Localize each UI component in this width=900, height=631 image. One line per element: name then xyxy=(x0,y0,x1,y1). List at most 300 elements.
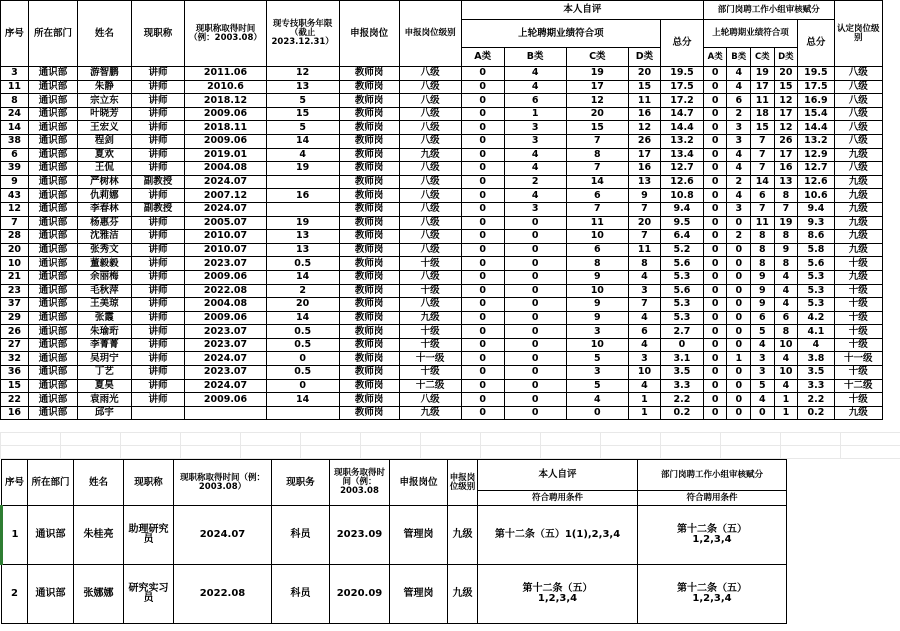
cell-self-a[interactable]: 0 xyxy=(461,393,504,407)
cell-dept-a[interactable]: 0 xyxy=(703,162,727,176)
cell-self-a[interactable]: 0 xyxy=(461,148,504,162)
cell-name[interactable]: 宗立东 xyxy=(78,94,132,108)
cell-final-level[interactable]: 八级 xyxy=(834,121,882,135)
cell-name[interactable]: 张娜娜 xyxy=(74,565,124,624)
cell-self-b[interactable]: 0 xyxy=(504,393,566,407)
cell-title-date[interactable]: 2010.6 xyxy=(185,80,266,94)
cell-dept[interactable]: 通识部 xyxy=(28,121,77,135)
cell-title-date[interactable]: 2011.06 xyxy=(185,67,266,81)
cell-dept-total[interactable]: 3.8 xyxy=(798,352,834,366)
cell-self-total[interactable]: 3.5 xyxy=(661,366,704,380)
cell-years[interactable]: 5 xyxy=(266,94,339,108)
cell-dept-c[interactable]: 19 xyxy=(751,67,775,81)
cell-self-b[interactable]: 0 xyxy=(504,298,566,312)
cell-self-a[interactable]: 0 xyxy=(461,366,504,380)
cell-self-total[interactable]: 9.5 xyxy=(661,216,704,230)
cell-seq[interactable]: 3 xyxy=(1,67,29,81)
cell-self-a[interactable]: 0 xyxy=(461,284,504,298)
cell-self-b[interactable]: 3 xyxy=(504,121,566,135)
cell-dept-d[interactable]: 4 xyxy=(774,284,798,298)
cell-dept-b[interactable]: 0 xyxy=(727,243,751,257)
cell-dept[interactable]: 通识部 xyxy=(28,284,77,298)
cell-name[interactable]: 叶晓芳 xyxy=(78,107,132,121)
cell-dept-c[interactable]: 4 xyxy=(751,338,775,352)
cell-name[interactable]: 丁艺 xyxy=(78,366,132,380)
cell-self-a[interactable]: 0 xyxy=(461,175,504,189)
cell-years[interactable]: 14 xyxy=(266,311,339,325)
cell-years[interactable] xyxy=(266,202,339,216)
cell-self-c[interactable]: 14 xyxy=(566,175,628,189)
cell-title-date[interactable]: 2022.08 xyxy=(185,284,266,298)
cell-dept-b[interactable]: 2 xyxy=(727,175,751,189)
cell-title[interactable] xyxy=(131,406,185,420)
cell-title-date[interactable]: 2018.11 xyxy=(185,121,266,135)
cell-level[interactable]: 八级 xyxy=(399,67,461,81)
cell-dept-a[interactable]: 0 xyxy=(703,325,727,339)
cell-level[interactable]: 八级 xyxy=(399,202,461,216)
cell-self-c[interactable]: 4 xyxy=(566,393,628,407)
cell-dept-b[interactable]: 4 xyxy=(727,162,751,176)
cell-seq[interactable]: 39 xyxy=(1,162,29,176)
cell-dept-a[interactable]: 0 xyxy=(703,311,727,325)
cell-seq[interactable]: 38 xyxy=(1,134,29,148)
cell-title[interactable]: 讲师 xyxy=(131,162,185,176)
cell-seq[interactable]: 7 xyxy=(1,216,29,230)
cell-self-c[interactable]: 6 xyxy=(566,243,628,257)
cell-dept[interactable]: 通识部 xyxy=(28,134,77,148)
cell-level[interactable]: 十级 xyxy=(399,257,461,271)
cell-years[interactable]: 14 xyxy=(266,270,339,284)
cell-self-b[interactable]: 4 xyxy=(504,80,566,94)
cell-self-d[interactable]: 17 xyxy=(628,148,660,162)
cell-seq[interactable]: 27 xyxy=(1,338,29,352)
cell-final-level[interactable]: 十级 xyxy=(834,393,882,407)
cell-dept-total[interactable]: 5.8 xyxy=(798,243,834,257)
cell-self-d[interactable]: 1 xyxy=(628,393,660,407)
cell-dept-d[interactable]: 12 xyxy=(774,94,798,108)
cell-dept-d[interactable]: 8 xyxy=(774,230,798,244)
cell-level[interactable]: 八级 xyxy=(399,134,461,148)
cell-dept-total[interactable]: 9.3 xyxy=(798,216,834,230)
cell-self-total[interactable]: 0.2 xyxy=(661,406,704,420)
cell-self-a[interactable]: 0 xyxy=(461,270,504,284)
cell-dept-a[interactable]: 0 xyxy=(703,379,727,393)
cell-dept-total[interactable]: 14.4 xyxy=(798,121,834,135)
cell-post[interactable]: 教师岗 xyxy=(339,216,399,230)
cell-dept[interactable]: 通识部 xyxy=(28,366,77,380)
cell-self-c[interactable]: 7 xyxy=(566,162,628,176)
cell-level[interactable]: 八级 xyxy=(399,107,461,121)
cell-self-total[interactable]: 12.6 xyxy=(661,175,704,189)
cell-self-total[interactable]: 5.3 xyxy=(661,270,704,284)
cell-dept-d[interactable]: 20 xyxy=(774,67,798,81)
cell-seq[interactable]: 15 xyxy=(1,379,29,393)
cell-final-level[interactable]: 十级 xyxy=(834,257,882,271)
cell-self-d[interactable]: 7 xyxy=(628,230,660,244)
cell-level[interactable]: 十级 xyxy=(399,338,461,352)
cell-title[interactable]: 讲师 xyxy=(131,94,185,108)
cell-dept-total[interactable]: 5.6 xyxy=(798,257,834,271)
cell-dept-c[interactable]: 7 xyxy=(751,202,775,216)
cell-post[interactable]: 管理岗 xyxy=(390,565,448,624)
cell-dept-c[interactable]: 6 xyxy=(751,189,775,203)
cell-title-date[interactable]: 2009.06 xyxy=(185,393,266,407)
cell-dept[interactable]: 通识部 xyxy=(28,506,74,565)
cell-dept-b[interactable]: 0 xyxy=(727,325,751,339)
cell-years[interactable]: 13 xyxy=(266,243,339,257)
cell-self-c[interactable]: 8 xyxy=(566,148,628,162)
cell-self-c[interactable]: 11 xyxy=(566,216,628,230)
cell-self-total[interactable]: 12.7 xyxy=(661,162,704,176)
cell-title[interactable]: 讲师 xyxy=(131,379,185,393)
cell-self-c[interactable]: 10 xyxy=(566,284,628,298)
cell-self-c[interactable]: 0 xyxy=(566,406,628,420)
cell-dept-b[interactable]: 1 xyxy=(727,352,751,366)
cell-post[interactable]: 教师岗 xyxy=(339,338,399,352)
cell-self-d[interactable]: 11 xyxy=(628,94,660,108)
cell-self-total[interactable]: 3.3 xyxy=(661,379,704,393)
cell-self-c[interactable]: 5 xyxy=(566,379,628,393)
cell-years[interactable]: 20 xyxy=(266,298,339,312)
cell-self-b[interactable]: 0 xyxy=(504,230,566,244)
cell-dept-total[interactable]: 4.1 xyxy=(798,325,834,339)
cell-dept-b[interactable]: 2 xyxy=(727,107,751,121)
cell-post[interactable]: 教师岗 xyxy=(339,270,399,284)
cell-post-now[interactable]: 科员 xyxy=(272,506,330,565)
cell-final-level[interactable]: 八级 xyxy=(834,107,882,121)
cell-dept-total[interactable]: 0.2 xyxy=(798,406,834,420)
cell-self-total[interactable]: 17.2 xyxy=(661,94,704,108)
cell-self-c[interactable]: 7 xyxy=(566,202,628,216)
cell-self-b[interactable]: 4 xyxy=(504,148,566,162)
cell-title[interactable]: 助理研究员 xyxy=(124,506,174,565)
cell-self-a[interactable]: 0 xyxy=(461,325,504,339)
cell-dept-c[interactable]: 3 xyxy=(751,366,775,380)
cell-dept-b[interactable]: 4 xyxy=(727,67,751,81)
cell-level[interactable]: 八级 xyxy=(399,80,461,94)
cell-dept-total[interactable]: 8.6 xyxy=(798,230,834,244)
cell-self-c[interactable]: 20 xyxy=(566,107,628,121)
cell-self-b[interactable]: 0 xyxy=(504,338,566,352)
cell-final-level[interactable]: 八级 xyxy=(834,80,882,94)
cell-years[interactable]: 14 xyxy=(266,393,339,407)
cell-dept-d[interactable]: 16 xyxy=(774,162,798,176)
cell-dept-b[interactable]: 0 xyxy=(727,311,751,325)
cell-self-d[interactable]: 7 xyxy=(628,298,660,312)
cell-years[interactable] xyxy=(266,406,339,420)
cell-dept[interactable]: 通识部 xyxy=(28,189,77,203)
cell-self-a[interactable]: 0 xyxy=(461,189,504,203)
cell-dept-c[interactable]: 9 xyxy=(751,270,775,284)
cell-dept-d[interactable]: 4 xyxy=(774,352,798,366)
cell-post[interactable]: 教师岗 xyxy=(339,80,399,94)
cell-self-a[interactable]: 0 xyxy=(461,80,504,94)
cell-dept-a[interactable]: 0 xyxy=(703,94,727,108)
cell-post-date[interactable]: 2023.09 xyxy=(330,506,390,565)
cell-self-d[interactable]: 20 xyxy=(628,67,660,81)
cell-dept-c[interactable]: 8 xyxy=(751,243,775,257)
cell-seq[interactable]: 8 xyxy=(1,94,29,108)
cell-self-c[interactable]: 9 xyxy=(566,311,628,325)
cell-dept-total[interactable]: 15.4 xyxy=(798,107,834,121)
cell-self-d[interactable]: 7 xyxy=(628,202,660,216)
cell-self-a[interactable]: 0 xyxy=(461,67,504,81)
cell-self-d[interactable]: 11 xyxy=(628,243,660,257)
cell-dept-d[interactable]: 8 xyxy=(774,325,798,339)
cell-dept-c[interactable]: 18 xyxy=(751,107,775,121)
cell-self-d[interactable]: 13 xyxy=(628,175,660,189)
cell-title[interactable]: 讲师 xyxy=(131,298,185,312)
cell-title-date[interactable]: 2010.07 xyxy=(185,230,266,244)
cell-self-b[interactable]: 0 xyxy=(504,366,566,380)
cell-dept-c[interactable]: 9 xyxy=(751,284,775,298)
cell-title-date[interactable]: 2024.07 xyxy=(185,352,266,366)
cell-dept-total[interactable]: 3.5 xyxy=(798,366,834,380)
cell-dept-c[interactable]: 9 xyxy=(751,298,775,312)
cell-title[interactable]: 讲师 xyxy=(131,270,185,284)
cell-self-total[interactable]: 5.3 xyxy=(661,311,704,325)
cell-dept-c[interactable]: 5 xyxy=(751,325,775,339)
cell-title-date[interactable]: 2004.08 xyxy=(185,298,266,312)
cell-self-b[interactable]: 0 xyxy=(504,216,566,230)
cell-dept-a[interactable]: 0 xyxy=(703,393,727,407)
cell-level[interactable]: 十一级 xyxy=(399,352,461,366)
cell-dept[interactable]: 通识部 xyxy=(28,148,77,162)
cell-dept-b[interactable]: 6 xyxy=(727,94,751,108)
cell-dept-a[interactable]: 0 xyxy=(703,107,727,121)
cell-years[interactable]: 19 xyxy=(266,162,339,176)
cell-dept-d[interactable]: 4 xyxy=(774,270,798,284)
cell-final-level[interactable]: 十级 xyxy=(834,298,882,312)
cell-name[interactable]: 王侃 xyxy=(78,162,132,176)
cell-dept-d[interactable]: 8 xyxy=(774,257,798,271)
cell-self-a[interactable]: 0 xyxy=(461,243,504,257)
cell-years[interactable]: 0 xyxy=(266,379,339,393)
cell-dept[interactable]: 通识部 xyxy=(28,325,77,339)
cell-name[interactable]: 张秀文 xyxy=(78,243,132,257)
cell-self-total[interactable]: 2.2 xyxy=(661,393,704,407)
cell-dept-c[interactable]: 11 xyxy=(751,216,775,230)
cell-post[interactable]: 教师岗 xyxy=(339,175,399,189)
cell-seq[interactable]: 14 xyxy=(1,121,29,135)
cell-dept[interactable]: 通识部 xyxy=(28,216,77,230)
cell-dept-d[interactable]: 4 xyxy=(774,379,798,393)
cell-dept[interactable]: 通识部 xyxy=(28,107,77,121)
cell-title-date[interactable]: 2022.08 xyxy=(174,565,272,624)
cell-final-level[interactable]: 九级 xyxy=(834,148,882,162)
cell-final-level[interactable]: 八级 xyxy=(834,134,882,148)
cell-seq[interactable]: 12 xyxy=(1,202,29,216)
cell-title[interactable]: 讲师 xyxy=(131,216,185,230)
cell-dept-total[interactable]: 2.2 xyxy=(798,393,834,407)
cell-title[interactable]: 讲师 xyxy=(131,325,185,339)
cell-dept-total[interactable]: 12.7 xyxy=(798,162,834,176)
cell-title-date[interactable]: 2004.08 xyxy=(185,162,266,176)
cell-cond-self[interactable] xyxy=(478,506,638,565)
cell-dept-c[interactable]: 8 xyxy=(751,257,775,271)
cell-seq[interactable]: 28 xyxy=(1,230,29,244)
cell-dept-total[interactable]: 17.5 xyxy=(798,80,834,94)
cell-dept-c[interactable]: 14 xyxy=(751,175,775,189)
cell-level[interactable]: 八级 xyxy=(399,393,461,407)
cell-dept-b[interactable]: 0 xyxy=(727,406,751,420)
cell-dept[interactable]: 通识部 xyxy=(28,565,74,624)
cell-self-d[interactable]: 4 xyxy=(628,270,660,284)
cell-self-a[interactable]: 0 xyxy=(461,379,504,393)
cell-seq[interactable]: 1 xyxy=(2,506,28,565)
cell-self-total[interactable]: 0 xyxy=(661,338,704,352)
cell-level[interactable]: 九级 xyxy=(448,506,478,565)
cell-dept[interactable]: 通识部 xyxy=(28,80,77,94)
cell-self-d[interactable]: 4 xyxy=(628,338,660,352)
cell-self-a[interactable]: 0 xyxy=(461,352,504,366)
cell-title-date[interactable]: 2009.06 xyxy=(185,134,266,148)
cell-dept-total[interactable]: 5.3 xyxy=(798,298,834,312)
cell-level[interactable]: 九级 xyxy=(399,311,461,325)
cell-post[interactable]: 教师岗 xyxy=(339,67,399,81)
cell-final-level[interactable]: 九级 xyxy=(834,230,882,244)
cell-dept-b[interactable]: 3 xyxy=(727,121,751,135)
cell-self-total[interactable]: 14.7 xyxy=(661,107,704,121)
cell-self-c[interactable]: 7 xyxy=(566,134,628,148)
cell-self-c[interactable]: 5 xyxy=(566,352,628,366)
cell-dept-a[interactable]: 0 xyxy=(703,67,727,81)
cell-dept[interactable]: 通识部 xyxy=(28,379,77,393)
cell-self-total[interactable]: 5.6 xyxy=(661,257,704,271)
cell-years[interactable]: 0.5 xyxy=(266,338,339,352)
cell-post[interactable]: 教师岗 xyxy=(339,257,399,271)
cell-self-a[interactable]: 0 xyxy=(461,338,504,352)
cell-dept-b[interactable]: 4 xyxy=(727,148,751,162)
cell-self-total[interactable]: 10.8 xyxy=(661,189,704,203)
cell-dept-d[interactable]: 4 xyxy=(774,298,798,312)
cell-dept-a[interactable]: 0 xyxy=(703,121,727,135)
cell-post[interactable]: 教师岗 xyxy=(339,243,399,257)
cell-dept-a[interactable]: 0 xyxy=(703,175,727,189)
cell-level[interactable]: 九级 xyxy=(448,565,478,624)
cell-self-d[interactable]: 12 xyxy=(628,121,660,135)
cell-final-level[interactable]: 八级 xyxy=(834,67,882,81)
cell-dept-total[interactable]: 4.2 xyxy=(798,311,834,325)
cell-dept-c[interactable]: 3 xyxy=(751,352,775,366)
cell-self-total[interactable]: 2.7 xyxy=(661,325,704,339)
cell-self-b[interactable]: 3 xyxy=(504,202,566,216)
cell-seq[interactable]: 26 xyxy=(1,325,29,339)
cell-self-b[interactable]: 2 xyxy=(504,175,566,189)
cell-seq[interactable]: 43 xyxy=(1,189,29,203)
cell-dept-d[interactable]: 13 xyxy=(774,175,798,189)
cell-self-d[interactable]: 26 xyxy=(628,134,660,148)
cell-dept-total[interactable]: 3.3 xyxy=(798,379,834,393)
cell-post[interactable]: 教师岗 xyxy=(339,352,399,366)
cell-dept-b[interactable]: 3 xyxy=(727,134,751,148)
cell-dept[interactable]: 通识部 xyxy=(28,298,77,312)
cell-level[interactable]: 八级 xyxy=(399,216,461,230)
cell-self-b[interactable]: 0 xyxy=(504,406,566,420)
cell-dept-b[interactable]: 0 xyxy=(727,270,751,284)
cell-dept[interactable]: 通识部 xyxy=(28,202,77,216)
cell-dept-total[interactable]: 9.4 xyxy=(798,202,834,216)
cell-name[interactable]: 李菁菁 xyxy=(78,338,132,352)
cell-post[interactable]: 教师岗 xyxy=(339,107,399,121)
cell-self-c[interactable]: 8 xyxy=(566,257,628,271)
cell-dept-d[interactable]: 17 xyxy=(774,148,798,162)
cell-dept-d[interactable]: 1 xyxy=(774,393,798,407)
cell-dept-a[interactable]: 0 xyxy=(703,352,727,366)
cell-level[interactable]: 八级 xyxy=(399,243,461,257)
cell-dept-a[interactable]: 0 xyxy=(703,257,727,271)
cell-final-level[interactable]: 十二级 xyxy=(834,379,882,393)
cell-dept[interactable]: 通识部 xyxy=(28,67,77,81)
cell-self-total[interactable]: 17.5 xyxy=(661,80,704,94)
cell-self-a[interactable]: 0 xyxy=(461,311,504,325)
cell-dept-d[interactable]: 17 xyxy=(774,107,798,121)
cell-dept-a[interactable]: 0 xyxy=(703,216,727,230)
cell-name[interactable]: 游智鹏 xyxy=(78,67,132,81)
cell-post[interactable]: 教师岗 xyxy=(339,311,399,325)
cell-name[interactable]: 夏昊 xyxy=(78,379,132,393)
cell-self-a[interactable]: 0 xyxy=(461,298,504,312)
cell-post[interactable]: 教师岗 xyxy=(339,94,399,108)
cell-post[interactable]: 教师岗 xyxy=(339,379,399,393)
cell-name[interactable]: 仇莉娜 xyxy=(78,189,132,203)
cell-seq[interactable]: 22 xyxy=(1,393,29,407)
cell-name[interactable]: 董毅毅 xyxy=(78,257,132,271)
cell-title[interactable]: 讲师 xyxy=(131,257,185,271)
cell-self-b[interactable]: 4 xyxy=(504,162,566,176)
cell-dept[interactable]: 通识部 xyxy=(28,406,77,420)
cell-self-a[interactable]: 0 xyxy=(461,107,504,121)
cell-level[interactable]: 十级 xyxy=(399,366,461,380)
cell-years[interactable]: 13 xyxy=(266,80,339,94)
cell-name[interactable]: 朱瑜珩 xyxy=(78,325,132,339)
cell-seq[interactable]: 29 xyxy=(1,311,29,325)
cell-title-date[interactable]: 2023.07 xyxy=(185,366,266,380)
cell-self-c[interactable]: 17 xyxy=(566,80,628,94)
cell-seq[interactable]: 20 xyxy=(1,243,29,257)
cell-post[interactable]: 教师岗 xyxy=(339,298,399,312)
cell-dept-total[interactable]: 4 xyxy=(798,338,834,352)
cell-self-total[interactable]: 13.2 xyxy=(661,134,704,148)
cell-name[interactable]: 严树林 xyxy=(78,175,132,189)
cell-name[interactable]: 朱桂亮 xyxy=(74,506,124,565)
cell-self-b[interactable]: 0 xyxy=(504,243,566,257)
cell-title[interactable]: 讲师 xyxy=(131,393,185,407)
cell-post[interactable]: 教师岗 xyxy=(339,393,399,407)
cell-dept[interactable]: 通识部 xyxy=(28,94,77,108)
cell-dept[interactable]: 通识部 xyxy=(28,175,77,189)
cell-title[interactable]: 讲师 xyxy=(131,352,185,366)
cell-self-total[interactable]: 6.4 xyxy=(661,230,704,244)
cell-dept-b[interactable]: 0 xyxy=(727,298,751,312)
cell-self-b[interactable]: 0 xyxy=(504,257,566,271)
cell-final-level[interactable]: 九级 xyxy=(834,406,882,420)
cell-seq[interactable]: 32 xyxy=(1,352,29,366)
cell-level[interactable]: 八级 xyxy=(399,175,461,189)
cell-dept-b[interactable]: 0 xyxy=(727,216,751,230)
cell-self-a[interactable]: 0 xyxy=(461,162,504,176)
cell-seq[interactable]: 36 xyxy=(1,366,29,380)
cell-post[interactable]: 教师岗 xyxy=(339,189,399,203)
cell-post[interactable]: 教师岗 xyxy=(339,284,399,298)
cell-dept-d[interactable]: 1 xyxy=(774,406,798,420)
cell-title-date[interactable]: 2023.07 xyxy=(185,257,266,271)
cell-title-date[interactable]: 2023.07 xyxy=(185,325,266,339)
cell-name[interactable]: 王美琼 xyxy=(78,298,132,312)
cell-dept-b[interactable]: 0 xyxy=(727,393,751,407)
cell-dept-c[interactable]: 7 xyxy=(751,134,775,148)
cell-self-b[interactable]: 1 xyxy=(504,107,566,121)
